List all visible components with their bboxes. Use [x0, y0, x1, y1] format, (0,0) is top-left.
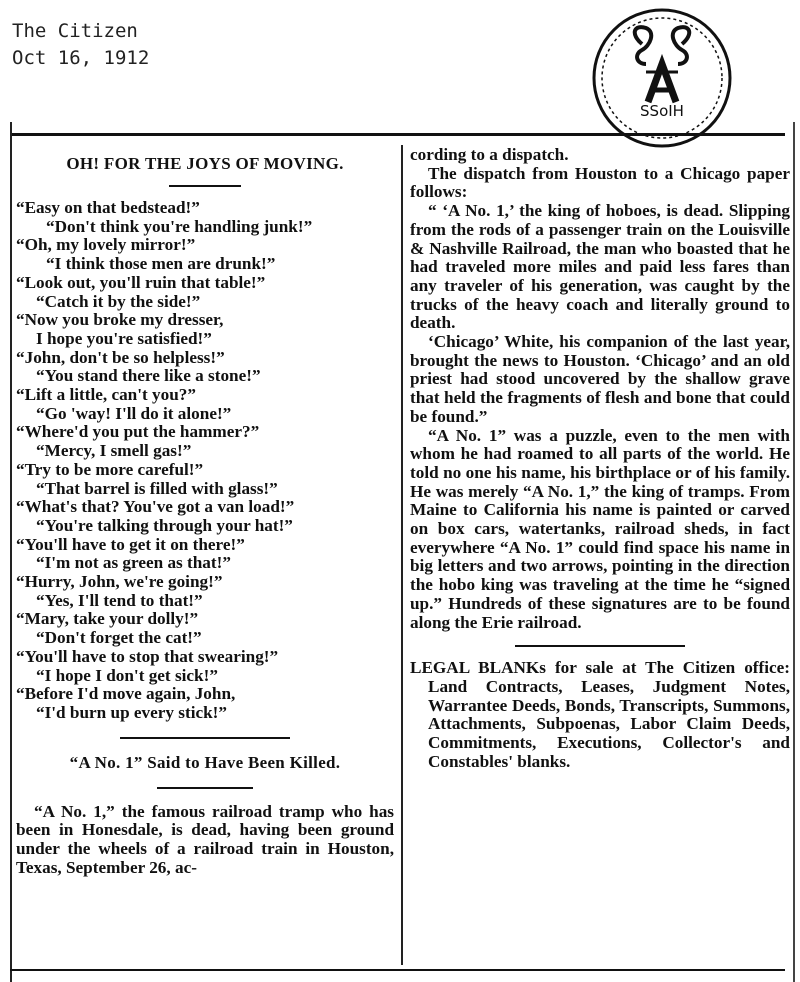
poem-line: “Look out, you'll ruin that table!”: [16, 272, 266, 292]
article-paragraph: The dispatch from Houston to a Chicago paper follows:: [410, 163, 790, 202]
legal-notice: LEGAL BLANKs for sale at The Citizen office: Land Contracts, Leases, Judgment Notes, Warrantee Deeds, Bonds, Transcripts, Summons, Attachments, Subpoenas, Labor Claim Deeds, Commitments, Executions, Collector's and Constables' blanks.: [410, 658, 790, 771]
column-divider: [401, 145, 403, 965]
poem-line: I hope you're satisfied!”: [36, 328, 212, 348]
headline-rule: [169, 185, 241, 187]
right-border: [793, 122, 795, 982]
poem-line: “John, don't be so helpless!”: [16, 347, 225, 367]
poem-line: “What's that? You've got a van load!”: [16, 497, 295, 517]
poem-line: “I think those men are drunk!”: [46, 254, 276, 274]
article-headline: “A No. 1” Said to Have Been Killed.: [69, 752, 341, 772]
article-continuation: cording to a dispatch.: [410, 146, 569, 164]
poem-line: “Hurry, John, we're going!”: [16, 572, 223, 592]
poem: [16, 199, 394, 723]
seal-label: SSoIH: [640, 102, 684, 120]
publication-name: The Citizen: [12, 20, 138, 42]
left-column: [16, 146, 394, 964]
poem-line: “Before I'd move again, John,: [16, 684, 236, 704]
top-rule: [10, 133, 785, 136]
poem-line: “Where'd you put the hammer?”: [16, 422, 260, 442]
article-paragraph: “A No. 1,” the famous railroad tramp who has been in Honesdale, is dead, having been ground under the wheels of a railroad train in Houston, Texas, September 26, ac-: [16, 801, 394, 877]
poem-line: “You'll have to get it on there!”: [16, 534, 245, 554]
poem-line: “You're talking through your hat!”: [36, 515, 293, 535]
poem-line: “Mary, take your dolly!”: [16, 609, 199, 629]
poem-line: “Oh, my lovely mirror!”: [16, 235, 196, 255]
poem-line: “Easy on that bedstead!”: [16, 198, 200, 217]
seal-graphic: [590, 6, 734, 150]
poem-line: “You stand there like a stone!”: [36, 366, 261, 386]
poem-line: “Now you broke my dresser,: [16, 310, 224, 330]
poem-line: “I'm not as green as that!”: [36, 553, 231, 573]
article-paragraph: “ ‘A No. 1,’ the king of hoboes, is dead. Slipping from the rods of a passenger train on the Louisville & Nashville Railroad, the man who boasted that he had traveled more miles and paid less fares than any traveler of his generation, was caught by the trucks of the heavy coach and literally ground to death.: [410, 201, 790, 333]
poem-line: “Lift a little, can't you?”: [16, 385, 196, 405]
poem-line: “I hope I don't get sick!”: [36, 665, 218, 685]
right-column: [410, 146, 790, 964]
poem-line: “That barrel is filled with glass!”: [36, 478, 278, 498]
article-paragraph: ‘Chicago’ White, his companion of the last year, brought the news to Houston. ‘Chicago’ and an old priest had stood uncovered by the shallow grave that held the fragments of flesh and bone that could be found.”: [410, 332, 790, 426]
poem-line: “Don't think you're handling junk!”: [46, 216, 313, 236]
left-border: [10, 122, 12, 982]
section-rule: [120, 737, 290, 739]
scan-caption: [12, 18, 149, 72]
poem-line: “I'd burn up every stick!”: [36, 702, 227, 722]
poem-line: “You'll have to stop that swearing!”: [16, 646, 279, 666]
poem-line: “Yes, I'll tend to that!”: [36, 590, 203, 610]
poem-line: “Try to be more careful!”: [16, 459, 204, 479]
headline-rule: [157, 787, 253, 789]
poem-line: “Go 'way! I'll do it alone!”: [36, 403, 232, 423]
section-rule: [515, 645, 685, 647]
society-seal-icon: [590, 6, 734, 150]
poem-line: “Mercy, I smell gas!”: [36, 441, 192, 461]
poem-line: “Catch it by the side!”: [36, 291, 201, 311]
bottom-rule: [10, 969, 785, 971]
poem-line: “Don't forget the cat!”: [36, 628, 202, 648]
publication-date: Oct 16, 1912: [12, 47, 150, 69]
poem-headline: OH! FOR THE JOYS OF MOVING.: [66, 154, 344, 173]
article-paragraph: “A No. 1” was a puzzle, even to the men with whom he had roamed to all parts of the world. He told no one his name, his birthplace or of his family. He was merely “A No. 1,” the king of tramps. From Maine to California his name is painted or carved on box cars, watertanks, railroad sheds, in fact everywhere “A No. 1” could find space his name in big letters and two arrows, pointing in the direction the hobo king was traveling at the time he “signed up.” Hundreds of these signatures are to be found along the Erie railroad.: [410, 425, 790, 632]
